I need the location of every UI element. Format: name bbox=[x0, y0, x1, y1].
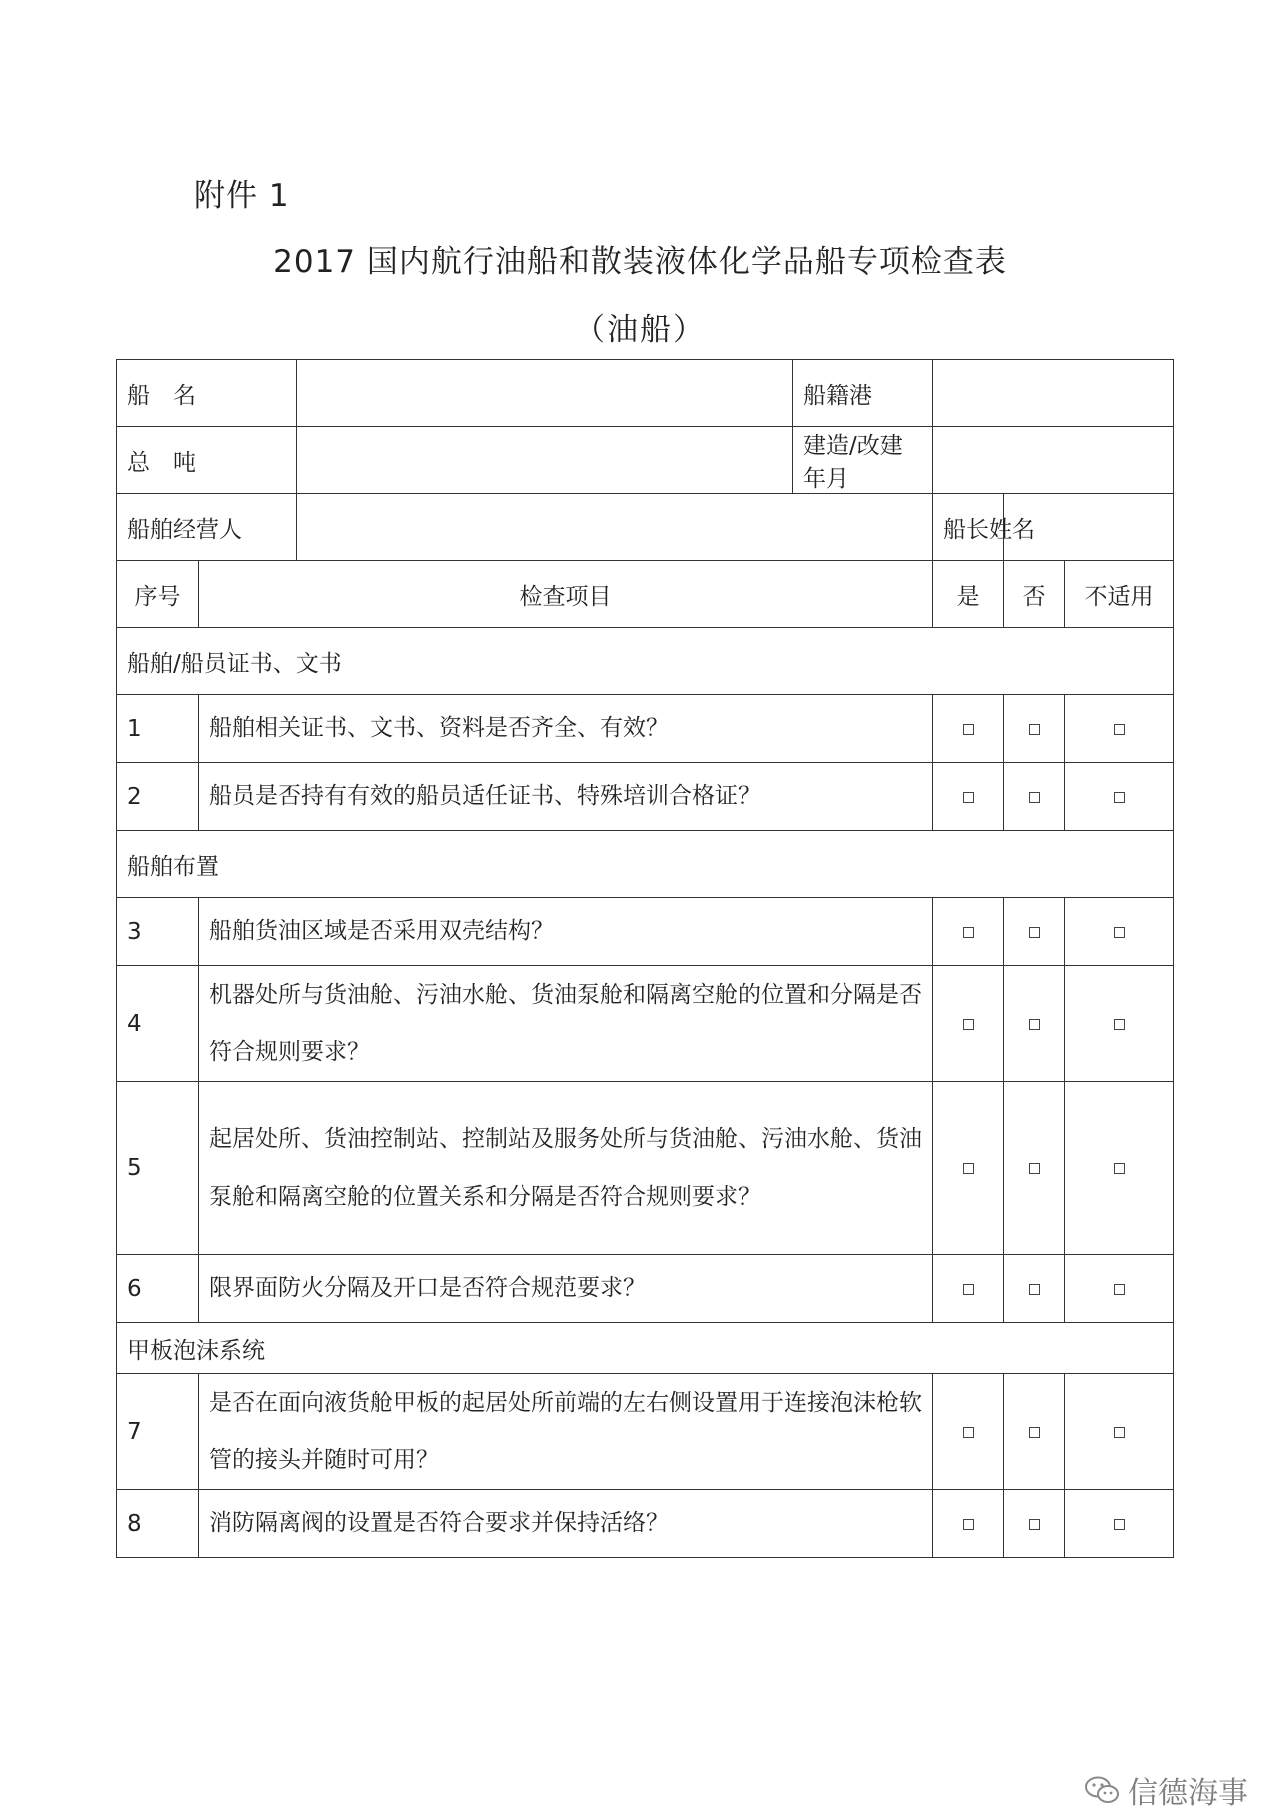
checkbox-cell-na bbox=[1065, 1082, 1174, 1255]
document-subtitle: （油船） bbox=[574, 312, 706, 348]
table-row bbox=[117, 1374, 1174, 1490]
col-na-header: 不适用 bbox=[1065, 561, 1174, 628]
checkbox-cell-yes bbox=[933, 1255, 1004, 1323]
checkbox-cell-yes bbox=[933, 898, 1004, 966]
operator-field[interactable] bbox=[297, 494, 933, 561]
item-text: 船员是否持有有效的船员适任证书、特殊培训合格证？ bbox=[199, 763, 933, 831]
table-row bbox=[117, 1255, 1174, 1323]
col-no-header: 序号 bbox=[117, 561, 199, 628]
table-row bbox=[117, 1490, 1174, 1558]
checkbox-cell-yes bbox=[933, 1490, 1004, 1558]
checkbox-cell-na bbox=[1065, 1255, 1174, 1323]
checkbox-cell-no bbox=[1004, 1374, 1065, 1490]
checkbox-na[interactable] bbox=[1114, 1163, 1125, 1174]
table-row bbox=[117, 695, 1174, 763]
table-row bbox=[117, 966, 1174, 1082]
item-text: 限界面防火分隔及开口是否符合规范要求？ bbox=[199, 1255, 933, 1323]
tonnage-label: 总 吨 bbox=[117, 427, 297, 494]
info-row-operator bbox=[117, 494, 1174, 561]
checkbox-no[interactable] bbox=[1029, 1163, 1040, 1174]
wechat-icon bbox=[1084, 1775, 1120, 1805]
ship-name-field[interactable] bbox=[297, 360, 793, 427]
table-row bbox=[117, 1082, 1174, 1255]
document-title: 2017 国内航行油船和散装液体化学品船专项检查表 bbox=[273, 244, 1007, 280]
checkbox-cell-na bbox=[1065, 1490, 1174, 1558]
checkbox-na[interactable] bbox=[1114, 927, 1125, 938]
inspection-table bbox=[116, 359, 1174, 1558]
checkbox-na[interactable] bbox=[1114, 724, 1125, 735]
section-row bbox=[117, 1323, 1174, 1374]
operator-label: 船舶经营人 bbox=[117, 494, 297, 561]
checkbox-cell-yes bbox=[933, 966, 1004, 1082]
info-row-tonnage bbox=[117, 427, 1174, 494]
item-number: 8 bbox=[117, 1490, 199, 1558]
checkbox-cell-na bbox=[1065, 763, 1174, 831]
checkbox-na[interactable] bbox=[1114, 792, 1125, 803]
section-title: 船舶/船员证书、文书 bbox=[117, 628, 1174, 695]
item-text: 机器处所与货油舱、污油水舱、货油泵舱和隔离空舱的位置和分隔是否符合规则要求？ bbox=[199, 966, 933, 1082]
checkbox-yes[interactable] bbox=[963, 724, 974, 735]
checkbox-no[interactable] bbox=[1029, 1519, 1040, 1530]
checkbox-yes[interactable] bbox=[963, 927, 974, 938]
checkbox-cell-no bbox=[1004, 1490, 1065, 1558]
column-header-row bbox=[117, 561, 1174, 628]
item-number: 1 bbox=[117, 695, 199, 763]
item-text: 船舶相关证书、文书、资料是否齐全、有效？ bbox=[199, 695, 933, 763]
port-field[interactable] bbox=[933, 360, 1174, 427]
item-number: 7 bbox=[117, 1374, 199, 1490]
checkbox-yes[interactable] bbox=[963, 1519, 974, 1530]
table-row bbox=[117, 898, 1174, 966]
captain-label: 船长姓名 bbox=[933, 494, 1004, 561]
checkbox-cell-no bbox=[1004, 1255, 1065, 1323]
item-number: 2 bbox=[117, 763, 199, 831]
checkbox-no[interactable] bbox=[1029, 1427, 1040, 1438]
col-yes-header: 是 bbox=[933, 561, 1004, 628]
checkbox-cell-no bbox=[1004, 695, 1065, 763]
checkbox-yes[interactable] bbox=[963, 1284, 974, 1295]
checkbox-cell-no bbox=[1004, 763, 1065, 831]
checkbox-na[interactable] bbox=[1114, 1427, 1125, 1438]
build-date-field[interactable] bbox=[933, 427, 1174, 494]
checkbox-yes[interactable] bbox=[963, 1163, 974, 1174]
item-text: 起居处所、货油控制站、控制站及服务处所与货油舱、污油水舱、货油泵舱和隔离空舱的位置关系和分隔是否符合规则要求？ bbox=[199, 1082, 933, 1255]
item-text: 船舶货油区域是否采用双壳结构？ bbox=[199, 898, 933, 966]
checkbox-cell-na bbox=[1065, 966, 1174, 1082]
checkbox-no[interactable] bbox=[1029, 1019, 1040, 1030]
watermark bbox=[1084, 1768, 1248, 1812]
checkbox-cell-yes bbox=[933, 695, 1004, 763]
checkbox-no[interactable] bbox=[1029, 927, 1040, 938]
checkbox-na[interactable] bbox=[1114, 1019, 1125, 1030]
table-row bbox=[117, 763, 1174, 831]
item-number: 6 bbox=[117, 1255, 199, 1323]
checkbox-cell-no bbox=[1004, 966, 1065, 1082]
item-number: 5 bbox=[117, 1082, 199, 1255]
ship-name-label: 船 名 bbox=[117, 360, 297, 427]
checkbox-cell-yes bbox=[933, 763, 1004, 831]
tonnage-field[interactable] bbox=[297, 427, 793, 494]
checkbox-cell-no bbox=[1004, 1082, 1065, 1255]
checkbox-na[interactable] bbox=[1114, 1284, 1125, 1295]
checkbox-yes[interactable] bbox=[963, 1019, 974, 1030]
section-row bbox=[117, 628, 1174, 695]
checkbox-cell-na bbox=[1065, 898, 1174, 966]
col-no-answer-header: 否 bbox=[1004, 561, 1065, 628]
build-date-label: 建造/改建年月 bbox=[793, 427, 933, 494]
attachment-label: 附件 1 bbox=[194, 178, 290, 214]
checkbox-no[interactable] bbox=[1029, 1284, 1040, 1295]
watermark-text: 信德海事 bbox=[1128, 1776, 1248, 1811]
checkbox-cell-yes bbox=[933, 1374, 1004, 1490]
section-title: 甲板泡沫系统 bbox=[117, 1323, 1174, 1374]
section-title: 船舶布置 bbox=[117, 831, 1174, 898]
item-number: 4 bbox=[117, 966, 199, 1082]
info-row-ship bbox=[117, 360, 1174, 427]
checkbox-yes[interactable] bbox=[963, 792, 974, 803]
checkbox-cell-na bbox=[1065, 695, 1174, 763]
checkbox-no[interactable] bbox=[1029, 724, 1040, 735]
checkbox-na[interactable] bbox=[1114, 1519, 1125, 1530]
checkbox-cell-yes bbox=[933, 1082, 1004, 1255]
checkbox-yes[interactable] bbox=[963, 1427, 974, 1438]
checkbox-cell-no bbox=[1004, 898, 1065, 966]
col-item-header: 检查项目 bbox=[199, 561, 933, 628]
section-row bbox=[117, 831, 1174, 898]
item-text: 消防隔离阀的设置是否符合要求并保持活络？ bbox=[199, 1490, 933, 1558]
checkbox-no[interactable] bbox=[1029, 792, 1040, 803]
port-label: 船籍港 bbox=[793, 360, 933, 427]
checkbox-cell-na bbox=[1065, 1374, 1174, 1490]
item-number: 3 bbox=[117, 898, 199, 966]
item-text: 是否在面向液货舱甲板的起居处所前端的左右侧设置用于连接泡沫枪软管的接头并随时可用？ bbox=[199, 1374, 933, 1490]
